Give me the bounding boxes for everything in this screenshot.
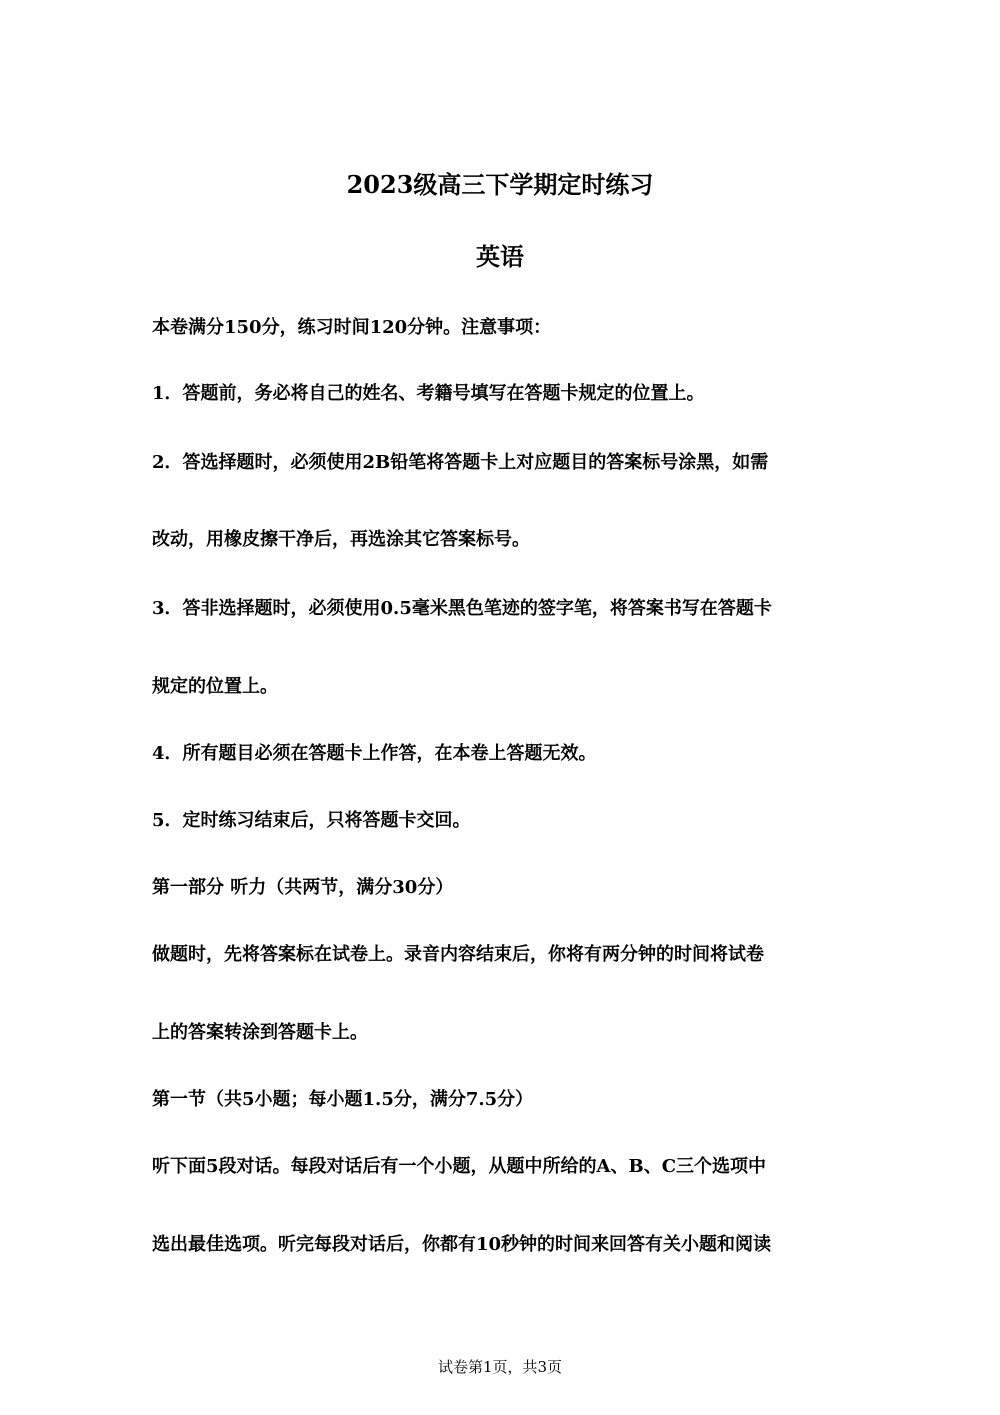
- exam-intro: 本卷满分150分，练习时间120分钟。注意事项：: [152, 317, 552, 338]
- page-footer: 试卷第1页，共3页: [437, 1358, 563, 1376]
- note-3: 3．答非选择题时，必须使用0.5毫米黑色笔迹的签字笔，将答案书写在答题卡: [152, 598, 772, 619]
- note-2: 2．答选择题时，必须使用2B铅笔将答题卡上对应题目的答案标号涂黑，如需: [152, 452, 769, 473]
- section1-instruction-line-1: 听下面5段对话。每段对话后有一个小题，从题中所给的A、B、C三个选项中: [152, 1156, 767, 1177]
- note-4: 4．所有题目必须在答题卡上作答，在本卷上答题无效。: [152, 743, 597, 764]
- part1-instruction-line-2: 上的答案转涂到答题卡上。: [152, 1022, 368, 1043]
- section1-instruction-line-2: 选出最佳选项。听完每段对话后，你都有10秒钟的时间来回答有关小题和阅读: [152, 1234, 772, 1255]
- subject-title: 英语: [476, 242, 524, 271]
- note-1: 1．答题前，务必将自己的姓名、考籍号填写在答题卡规定的位置上。: [152, 383, 705, 404]
- part1-instruction-line-1: 做题时，先将答案标在试卷上。录音内容结束后，你将有两分钟的时间将试卷: [152, 944, 764, 965]
- section1-heading: 第一节（共5小题；每小题1.5分，满分7.5分）: [152, 1089, 534, 1110]
- note-2-continued: 改动，用橡皮擦干净后，再选涂其它答案标号。: [152, 529, 530, 550]
- exam-title: 2023级高三下学期定时练习: [346, 170, 654, 199]
- note-3-continued: 规定的位置上。: [152, 676, 278, 697]
- part1-heading: 第一部分 听力（共两节，满分30分）: [152, 877, 454, 898]
- note-5: 5．定时练习结束后，只将答题卡交回。: [152, 810, 471, 831]
